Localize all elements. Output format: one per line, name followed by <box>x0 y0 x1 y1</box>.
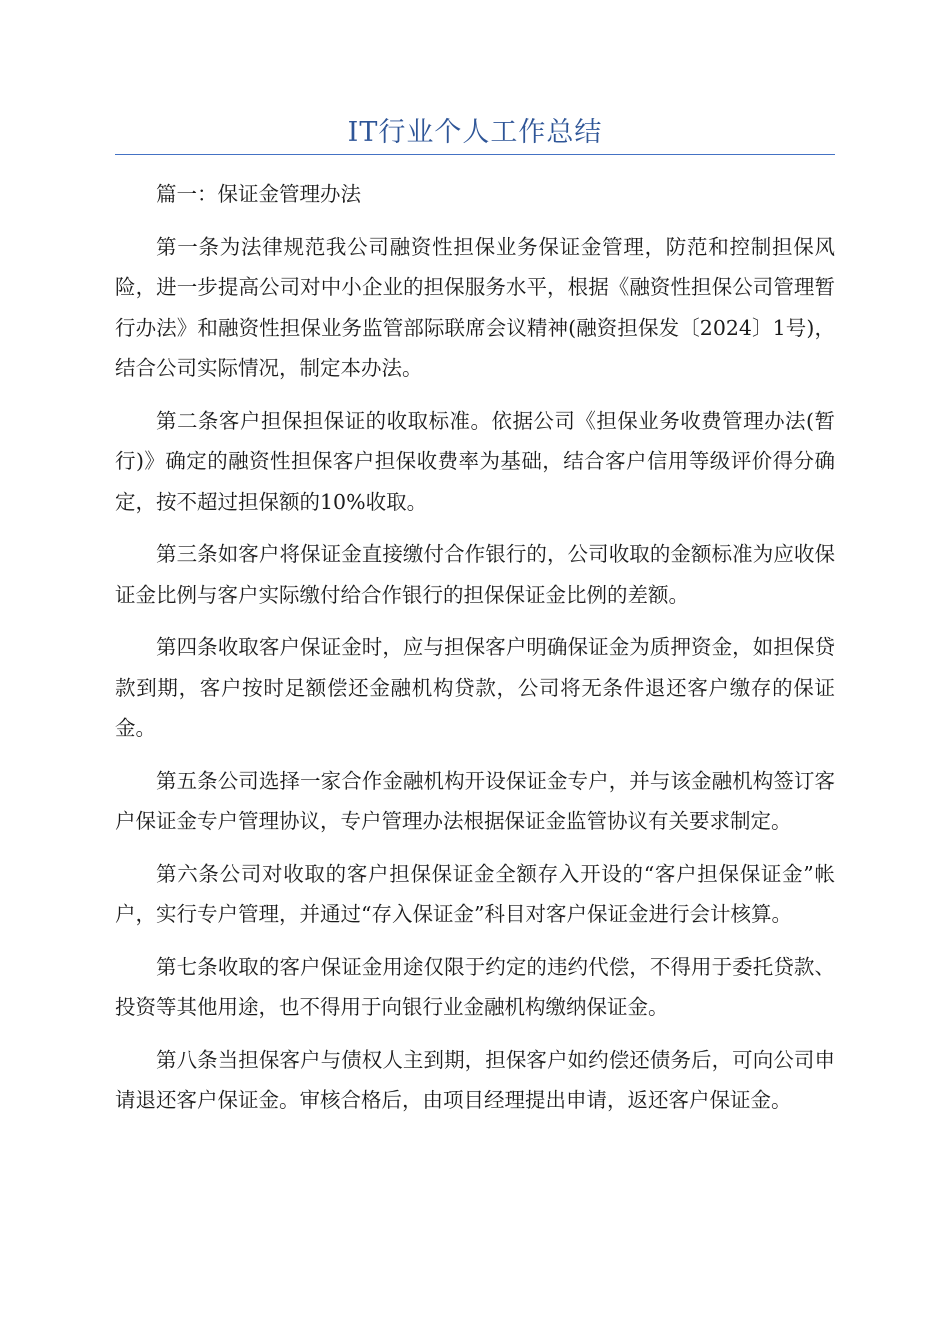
article-3: 第三条如客户将保证金直接缴付合作银行的，公司收取的金额标准为应收保证金比例与客户实际缴付给合作银行的担保保证金比例的差额。 <box>115 542 835 607</box>
article-4: 第四条收取客户保证金时，应与担保客户明确保证金为质押资金，如担保贷款到期，客户按时足额偿还金融机构贷款，公司将无条件退还客户缴存的保证金。 <box>115 635 835 740</box>
document-title: IT行业个人工作总结 <box>347 117 603 148</box>
article-2: 第二条客户担保担保证的收取标准。依据公司《担保业务收费管理办法(暂行)》确定的融资性担保客户担保收费率为基础，结合客户信用等级评价得分确定，按不超过担保额的10%收取。 <box>115 408 835 514</box>
article-1: 第一条为法律规范我公司融资性担保业务保证金管理，防范和控制担保风险，进一步提高公司对中小企业的担保服务水平，根据《融资性担保公司管理暂行办法》和融资性担保业务监管部际联席会议精神(融资担保发〔2024〕1号)，结合公司实际情况，制定本办法。 <box>115 234 835 380</box>
article-7: 第七条收取的客户保证金用途仅限于约定的违约代偿，不得用于委托贷款、投资等其他用途，也不得用于向银行业金融机构缴纳保证金。 <box>115 954 835 1019</box>
article-8: 第八条当担保客户与债权人主到期，担保客户如约偿还债务后，可向公司申请退还客户保证金。审核合格后，由项目经理提出申请，返还客户保证金。 <box>115 1047 835 1112</box>
article-5: 第五条公司选择一家合作金融机构开设保证金专户，并与该金融机构签订客户保证金专户管理协议，专户管理办法根据保证金监管协议有关要求制定。 <box>115 768 835 833</box>
section-heading: 篇一：保证金管理办法 <box>156 182 361 206</box>
document-body <box>115 174 835 1133</box>
article-6: 第六条公司对收取的客户担保保证金全额存入开设的“客户担保保证金”帐户，实行专户管理，并通过“存入保证金”科目对客户保证金进行会计核算。 <box>115 861 835 926</box>
title-underline <box>115 154 835 155</box>
